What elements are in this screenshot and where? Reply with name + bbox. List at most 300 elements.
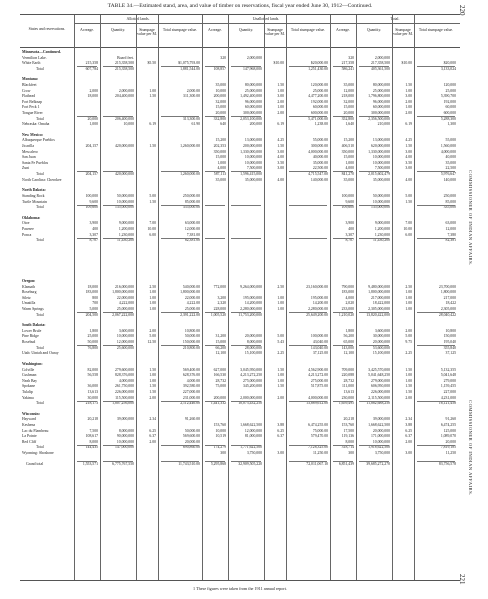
table-row — [20, 307, 460, 311]
row-label: Siletz — [22, 295, 31, 300]
table-cell: 2,000,000,000 — [240, 395, 262, 400]
table-cell: 35,000 — [215, 177, 226, 182]
table-cell: 119,136 — [341, 434, 354, 439]
table-cell: 3.88 — [277, 422, 284, 427]
table-cell: $20,000 — [443, 61, 456, 66]
row-label: Wyoming: Shoshone — [22, 450, 54, 455]
row-label: Umatilla — [22, 301, 36, 306]
row-label: La Pointe — [22, 434, 37, 439]
table-row — [20, 105, 460, 109]
running-header-right: COMMISSIONER OF INDIAN AFFAIRS. — [468, 400, 473, 496]
table-cell: 192,000 — [443, 99, 456, 104]
row-label: Standing Rock — [22, 193, 45, 198]
table-cell: 1.00 — [149, 88, 156, 93]
table-cell: 3,045,950,000 — [240, 367, 262, 372]
table-cell: 1.50 — [277, 367, 284, 372]
table-row — [20, 451, 460, 455]
table-cell: 227,000.00 — [182, 389, 200, 394]
table-cell: 11,430,200 — [117, 238, 134, 243]
col-header: Quantity. — [366, 28, 382, 32]
table-row — [20, 434, 460, 438]
table-row — [20, 290, 460, 294]
table-cell: 120,000.00 — [310, 83, 328, 88]
table-cell: 5.00 — [405, 334, 412, 339]
row-label: Total — [36, 238, 44, 243]
table-cell: 39,000,000 — [372, 417, 390, 422]
table-cell: 300,000,000 — [371, 111, 390, 116]
table-cell: 3,307 — [345, 232, 354, 237]
table-cell: 1.00 — [149, 307, 156, 312]
table-cell: 2,067,222,000 — [112, 312, 134, 317]
table-cell: 192,000.00 — [310, 99, 328, 104]
table-cell: 206,400,000 — [115, 116, 134, 121]
table-cell: 5,000 — [89, 307, 98, 312]
table-cell: 1.00 — [277, 378, 284, 383]
table-cell: $20,000.00 — [310, 61, 328, 66]
table-cell: 4,000,000 — [440, 149, 456, 154]
table-cell: 11,882,688,250 — [366, 401, 390, 406]
row-label: Zuni — [22, 166, 30, 171]
col-header: Stumpage value per M. — [137, 28, 157, 37]
table-cell: 1,492,400,000 — [240, 94, 262, 99]
table-cell: 3,307 — [89, 232, 98, 237]
row-label: Lac du Flambeau — [22, 428, 49, 433]
row-label: Albuquerque Pueblos — [22, 138, 55, 143]
group-header-unallotted: Unallotted lands. — [252, 17, 280, 21]
table-cell: 1,800 — [89, 328, 98, 333]
table-cell: 100,000.00 — [310, 334, 328, 339]
table-row — [20, 373, 460, 377]
row-label: Ponca — [22, 232, 32, 237]
table-cell: 23,700,000 — [438, 284, 456, 289]
table-cell: 5.00 — [149, 334, 156, 339]
table-cell: 400 — [348, 226, 354, 231]
table-cell: 1.50 — [149, 384, 156, 389]
table-cell: 109,600 — [341, 205, 354, 210]
table-cell: 60,000,000 — [244, 105, 262, 110]
table-cell: 1,796,800,000 — [368, 94, 390, 99]
table-cell: 61.90 — [191, 122, 200, 127]
table-caption: TABLE 34.—Estimated stand, area, and value of timber on reservations, fiscal year ended June 30, 1912—Continued. — [107, 3, 373, 9]
table-row — [20, 384, 460, 388]
table-cell: 1,441,332 — [210, 401, 226, 406]
table-cell: 108,857 — [213, 66, 226, 71]
table-cell: 587,113 — [213, 172, 226, 177]
table-cell: 204,400,000 — [115, 94, 134, 99]
grand-total-row — [20, 462, 460, 466]
table-cell: 5,041,648,250 — [368, 373, 390, 378]
table-cell: 1,640 — [345, 122, 354, 127]
table-cell: 25,000.00 — [312, 88, 328, 93]
table-cell: 3,900 — [89, 221, 98, 226]
table-row — [20, 417, 460, 421]
table-cell: 4,000,000.00 — [308, 395, 328, 400]
total-row — [20, 172, 460, 176]
table-row — [20, 155, 460, 159]
table-cell: 91,260.00 — [184, 417, 200, 422]
table-row — [20, 334, 460, 338]
table-cell: 300,000,000 — [243, 111, 262, 116]
table-cell: 10,000,000 — [372, 199, 390, 204]
table-cell: 30,000 — [87, 395, 98, 400]
table-cell: 1.50 — [405, 389, 412, 394]
table-cell: 4,000,000.00 — [308, 149, 328, 154]
table-cell: 1.50 — [149, 94, 156, 99]
row-label: Cushman — [22, 373, 37, 378]
table-cell: 1.50 — [277, 384, 284, 389]
table-row — [20, 83, 460, 87]
table-cell: 18,000 — [87, 94, 98, 99]
row-label: Fort Peck 1 — [22, 105, 40, 110]
table-cell: 4,715,547.00 — [308, 172, 328, 177]
group-header-total: Total. — [390, 17, 400, 21]
table-cell: 11,430,200 — [373, 238, 390, 243]
table-cell: 7,380 — [447, 232, 456, 237]
table-cell: 60,000 — [445, 105, 456, 110]
table-row — [20, 329, 460, 333]
table-cell: 135,000,000 — [115, 205, 134, 210]
table-cell: 4,000,000 — [118, 378, 134, 383]
table-cell: 80,000,000 — [244, 83, 262, 88]
table-cell: 5.00 — [149, 193, 156, 198]
table-cell: 352,800 — [341, 116, 354, 121]
table-cell: 6.25 — [277, 428, 284, 433]
table-cell: 50,000.00 — [184, 334, 200, 339]
table-cell: 3.00 — [277, 149, 284, 154]
table-cell: 1,330,000,000 — [240, 149, 262, 154]
table-cell: 1,000 — [89, 122, 98, 127]
table-cell: 2,280,000,000 — [240, 307, 262, 312]
table-cell: 4.00 — [405, 177, 412, 182]
table-cell: 1.00 — [277, 301, 284, 306]
table-cell: 1.00 — [149, 373, 156, 378]
table-cell: 204,157 — [85, 172, 98, 177]
table-cell: 200,000 — [249, 122, 262, 127]
table-cell: 355,840 — [443, 345, 456, 350]
row-label: Otoe — [22, 221, 30, 226]
table-cell: 2.00 — [405, 439, 412, 444]
row-label: Jicarilla — [22, 144, 35, 149]
table-cell: 60,000,000 — [372, 105, 390, 110]
table-cell: 7,819,185 — [440, 445, 456, 450]
row-label: North Dakota: — [22, 188, 46, 193]
table-cell: 10.00 — [147, 226, 156, 231]
table-cell: 1,251,430.00 — [308, 66, 328, 71]
table-row — [20, 233, 460, 237]
table-cell: 1.50 — [149, 199, 156, 204]
table-cell: 1,000 — [217, 160, 226, 165]
row-label: Total — [36, 312, 44, 317]
table-cell: 135,000,000 — [371, 205, 390, 210]
row-label: South Dakota: — [22, 323, 46, 328]
table-cell: 14,200,000 — [244, 301, 262, 306]
table-cell: 3.00 — [405, 149, 412, 154]
table-cell: 166,530 — [213, 373, 226, 378]
table-row — [20, 227, 460, 231]
table-cell: 171,000,000 — [371, 434, 390, 439]
row-label: Lower Brule — [22, 328, 42, 333]
table-cell: 6.19 — [277, 122, 284, 127]
table-cell: 4,222.00 — [186, 301, 200, 306]
table-cell: 709,000 — [341, 367, 354, 372]
table-cell: 218,000 — [341, 94, 354, 99]
table-cell: 569,400.00 — [182, 367, 200, 372]
table-cell: 8,000 — [89, 439, 98, 444]
table-cell: 279,000 — [443, 378, 456, 383]
table-cell: 63,000 — [445, 221, 456, 226]
table-row — [20, 221, 460, 225]
table-cell: 72,011,067.10 — [306, 461, 328, 466]
table-row — [20, 390, 460, 394]
state-heading-row — [20, 323, 460, 327]
table-cell: 607,784 — [85, 66, 98, 71]
table-cell: 600,000.00 — [310, 111, 328, 116]
table-cell: 1.00 — [405, 301, 412, 306]
table-cell: 250,000.00 — [182, 193, 200, 198]
row-label: Tulalip — [22, 389, 33, 394]
table-cell: 300 — [220, 450, 226, 455]
table-cell: 772,000 — [213, 284, 226, 289]
table-cell: 28,732 — [215, 378, 226, 383]
table-cell: 20,000,000 — [244, 334, 262, 339]
table-cell: 6.37 — [149, 434, 156, 439]
table-cell: 22,000.00 — [184, 295, 200, 300]
table-cell: 1.00 — [149, 378, 156, 383]
table-cell: 35,000 — [215, 83, 226, 88]
table-cell: 227,000 — [443, 389, 456, 394]
table-cell: 39,000,000 — [116, 417, 134, 422]
table-cell: 37,125.00 — [312, 351, 328, 356]
table-cell: 1.50 — [405, 367, 412, 372]
table-cell: 10,000,000 — [244, 160, 262, 165]
table-cell: 83,756,578 — [438, 461, 456, 466]
table-cell: 66,200 — [215, 345, 226, 350]
table-cell: 1.50 — [149, 367, 156, 372]
total-row — [20, 238, 460, 242]
row-label: Minnesota—Continued. — [22, 50, 61, 54]
table-row — [20, 94, 460, 98]
table-cell: 1,918,622,500 — [368, 445, 390, 450]
table-cell: 1,238.00 — [314, 122, 328, 127]
table-row — [20, 396, 460, 400]
table-cell: 4.25 — [277, 138, 284, 143]
table-cell: 111,000 — [341, 384, 354, 389]
row-label: Fort Belknap — [22, 99, 42, 104]
table-cell: 3.50 — [277, 160, 284, 165]
table-cell: 3,200 — [217, 295, 226, 300]
table-cell: 40,000 — [445, 155, 456, 160]
table-cell: 218,173 — [85, 401, 98, 406]
table-cell: 800 — [92, 295, 98, 300]
table-cell: 217,358,500 — [371, 61, 390, 66]
row-label: Yakima — [22, 395, 34, 400]
table-cell: 140,000 — [443, 177, 456, 182]
table-cell: 10,000 — [123, 122, 134, 127]
table-cell: 1,230,000 — [118, 232, 134, 237]
table-cell: 85,000.00 — [184, 199, 200, 204]
table-cell: 8,000,000 — [246, 340, 262, 345]
state-heading-row — [20, 279, 460, 283]
table-cell: 7.00 — [405, 221, 412, 226]
table-cell: 2,000,000 — [118, 88, 134, 93]
table-row — [20, 56, 460, 60]
table-cell: 109,600 — [85, 205, 98, 210]
table-cell: 53,600,000 — [372, 345, 390, 350]
table-cell: 2,280,000.00 — [308, 307, 328, 312]
table-cell: 100,000 — [341, 193, 354, 198]
table-cell: 320 — [220, 55, 226, 60]
table-cell: 35,000.00 — [312, 160, 328, 165]
table-row — [20, 200, 460, 204]
table-cell: 15,000 — [215, 105, 226, 110]
table-cell: 6.00 — [149, 232, 156, 237]
table-row — [20, 429, 460, 433]
table-cell: 10,000,000 — [116, 439, 134, 444]
table-cell: 36,000 — [87, 384, 98, 389]
table-cell: 91,260 — [445, 417, 456, 422]
row-label: Total — [36, 172, 44, 177]
table-cell: 6.25 — [405, 428, 412, 433]
table-cell: 115,500,000 — [115, 395, 134, 400]
state-heading-row — [20, 133, 460, 137]
table-cell: 335,000 — [443, 205, 456, 210]
table-cell: 200,000 — [213, 94, 226, 99]
table-cell: 13,889,612.00 — [306, 401, 328, 406]
table-cell: 81,000,000 — [244, 434, 262, 439]
row-label: Pine Ridge — [22, 334, 39, 339]
table-cell: 300,000.00 — [310, 144, 328, 149]
table-cell: 7,128,325.00 — [308, 445, 328, 450]
table-cell: 200,000 — [213, 395, 226, 400]
table-cell: 20,000 — [87, 116, 98, 121]
table-cell: 1.50 — [405, 199, 412, 204]
state-heading-row — [20, 188, 460, 192]
table-cell: 195,040 — [443, 340, 456, 345]
table-cell: $1,075,793.00 — [178, 61, 200, 66]
table-row — [20, 166, 460, 170]
table-cell: 5,976,647 — [440, 172, 456, 177]
table-cell: 22,500.00 — [312, 166, 328, 171]
table-cell: 76,800 — [87, 345, 98, 350]
table-cell: 250,000 — [443, 193, 456, 198]
table-cell: 1.00 — [149, 295, 156, 300]
table-cell: 1,200,000 — [118, 226, 134, 231]
table-cell: 18,422 — [445, 301, 456, 306]
row-label: Total — [36, 401, 44, 406]
table-cell: 5.43 — [277, 340, 284, 345]
table-cell: 1,560,000 — [440, 144, 456, 149]
table-cell: 10.00 — [403, 226, 412, 231]
table-cell: 620,000,000 — [371, 144, 390, 149]
table-cell: 1,553,571 — [82, 461, 98, 466]
row-label: Total — [36, 66, 44, 71]
table-cell: 210,000 — [377, 122, 390, 127]
col-header: Stumpage value per M. — [393, 28, 413, 37]
table-row — [20, 111, 460, 115]
table-cell: 2.25 — [277, 351, 284, 356]
table-cell: 233,000 — [341, 307, 354, 312]
table-cell: 215,358,500 — [115, 66, 134, 71]
table-cell: 1.00 — [405, 295, 412, 300]
table-cell: 2.00 — [405, 111, 412, 116]
table-cell: 1,200,000 — [374, 226, 390, 231]
table-cell: 75,000 — [215, 384, 226, 389]
table-cell: 35,000,000 — [372, 177, 390, 182]
table-cell: 6,775,767,550 — [112, 461, 134, 466]
table-cell: 20,000.00 — [184, 439, 200, 444]
table-cell: 4,000.00 — [186, 378, 200, 383]
table-cell: 9,600 — [345, 199, 354, 204]
table-cell: 420,000,000 — [115, 144, 134, 149]
table-cell: 405,361,500 — [371, 66, 390, 71]
table-cell: 320 — [348, 55, 354, 60]
total-row — [20, 346, 460, 350]
table-cell: 1.50 — [277, 144, 284, 149]
table-cell: 25,000,000 — [244, 88, 262, 93]
table-cell: 1,596,415,000 — [240, 172, 262, 177]
table-cell: 5,295,868 — [210, 461, 226, 466]
table-cell: 1,210,020 — [338, 312, 354, 317]
table-cell: 15,100,000 — [372, 351, 390, 356]
table-cell: 279,600,000 — [115, 367, 134, 372]
table-cell: 4,231,000 — [440, 395, 456, 400]
table-cell: 10,000 — [215, 428, 226, 433]
table-cell: 2.00 — [149, 439, 156, 444]
table-cell: 9.75 — [405, 340, 412, 345]
table-cell: 23,160,000.00 — [306, 284, 328, 289]
table-cell: 75,000.00 — [312, 428, 328, 433]
table-cell: 3.88 — [405, 422, 412, 427]
table-cell: 1.00 — [277, 373, 284, 378]
table-cell: 1.00 — [405, 378, 412, 383]
table-cell: 350,000 — [341, 149, 354, 154]
table-cell: 210,800.00 — [182, 345, 200, 350]
table-cell: 8,000,000 — [118, 428, 134, 433]
table-cell: 2.00 — [277, 395, 284, 400]
table-cell: 517,875.00 — [310, 384, 328, 389]
table-cell: 25,000,000 — [116, 307, 134, 312]
table-cell: 20,218 — [87, 417, 98, 422]
table-cell: 183,000 — [85, 290, 98, 295]
col-header-states: States and reservations. — [28, 27, 66, 31]
table-cell: 150,000.00 — [182, 340, 200, 345]
table-cell: 700 — [92, 301, 98, 306]
row-label: Flathead — [22, 94, 36, 99]
row-label: Oklahoma: — [22, 215, 41, 220]
table-cell: 144,435 — [85, 445, 98, 450]
table-cell: 17,500 — [343, 428, 354, 433]
row-label: North Carolina: Cherokee — [22, 177, 62, 182]
table-cell: 13,000,000 — [372, 138, 390, 143]
table-cell: 1.00 — [277, 88, 284, 93]
table-cell: 55,000.00 — [312, 138, 328, 143]
table-cell: 8,000 — [345, 439, 354, 444]
table-cell: 540,000.00 — [182, 284, 200, 289]
table-cell: 1,230,000 — [374, 232, 390, 237]
table-cell: 12,000 — [343, 88, 354, 93]
table-cell: 6.37 — [405, 434, 412, 439]
table-cell: 1.00 — [405, 88, 412, 93]
table-cell: 4,213,272,250 — [240, 373, 262, 378]
row-label: Total — [36, 445, 44, 450]
row-label: Roseburg — [22, 290, 37, 295]
table-cell: 7,500 — [89, 428, 98, 433]
table-cell: 275,000,000 — [243, 378, 262, 383]
total-row — [20, 401, 460, 405]
table-row — [20, 423, 460, 427]
table-cell: 3.00 — [405, 450, 412, 455]
table-cell: 2.50 — [277, 284, 284, 289]
